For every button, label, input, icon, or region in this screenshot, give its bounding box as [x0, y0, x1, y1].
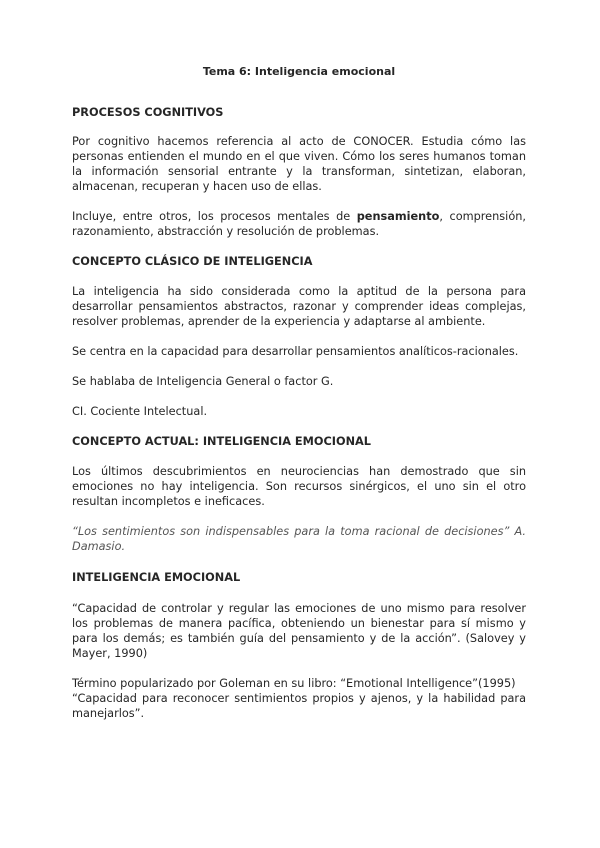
- paragraph-procesos-mentales-text-2: , comprensión, razonamiento, abstracción y resolución de problemas.: [72, 210, 526, 238]
- paragraph-inteligencia-definition: La inteligencia ha sido considerada como la aptitud de la persona para desarrollar pensamientos abstractos, razonar y comprender ideas complejas, resolver problemas, aprender de la experiencia y adaptarse al ambiente.: [72, 285, 526, 328]
- heading-inteligencia-emocional: INTELIGENCIA EMOCIONAL: [72, 571, 241, 584]
- paragraph-cociente-intelectual: CI. Cociente Intelectual.: [72, 405, 208, 418]
- paragraph-se-centra: Se centra en la capacidad para desarrollar pensamientos analíticos-racionales.: [72, 345, 519, 358]
- heading-procesos-cognitivos: PROCESOS COGNITIVOS: [72, 106, 224, 119]
- paragraph-goleman-line-2: “Capacidad para reconocer sentimientos propios y ajenos, y la habilidad para manejarlos”.: [72, 692, 526, 720]
- paragraph-cognitivo-definition: Por cognitivo hacemos referencia al acto de CONOCER. Estudia cómo las personas entienden el mundo en el que viven. Cómo los seres humanos toman la información sensorial entrante y la transforman, sintetizan, elaboran, almacenan, recuperan y hacen uso de ellas.: [72, 135, 526, 193]
- paragraph-salovey-mayer: “Capacidad de controlar y regular las emociones de uno mismo para resolver los problemas de manera pacífica, obteniendo un bienestar para sí mismo y para los demás; es también guía del pensamiento y de la acción”. (Salovey y Mayer, 1990): [72, 602, 526, 660]
- paragraph-goleman-line-1: Término popularizado por Goleman en su libro: “Emotional Intelligence”(1995): [72, 677, 516, 690]
- heading-concepto-actual: CONCEPTO ACTUAL: INTELIGENCIA EMOCIONAL: [72, 435, 371, 448]
- quote-damasio: “Los sentimientos son indispensables para la toma racional de decisiones” A. Damasio.: [72, 525, 526, 553]
- paragraph-procesos-mentales: [72, 209, 526, 239]
- bold-term-pensamiento: pensamiento: [356, 210, 440, 223]
- document-page: [72, 64, 526, 721]
- document-title: Tema 6: Inteligencia emocional: [202, 65, 396, 78]
- paragraph-procesos-mentales-text-1: Incluye, entre otros, los procesos mentales de: [72, 210, 357, 223]
- heading-concepto-clasico: CONCEPTO CLÁSICO DE INTELIGENCIA: [72, 255, 313, 268]
- paragraph-goleman: [72, 676, 526, 721]
- paragraph-factor-g: Se hablaba de Inteligencia General o factor G.: [72, 375, 334, 388]
- paragraph-neurociencias: Los últimos descubrimientos en neurociencias han demostrado que sin emociones no hay inteligencia. Son recursos sinérgicos, el uno sin el otro resultan incompletos e ineficaces.: [72, 465, 526, 508]
